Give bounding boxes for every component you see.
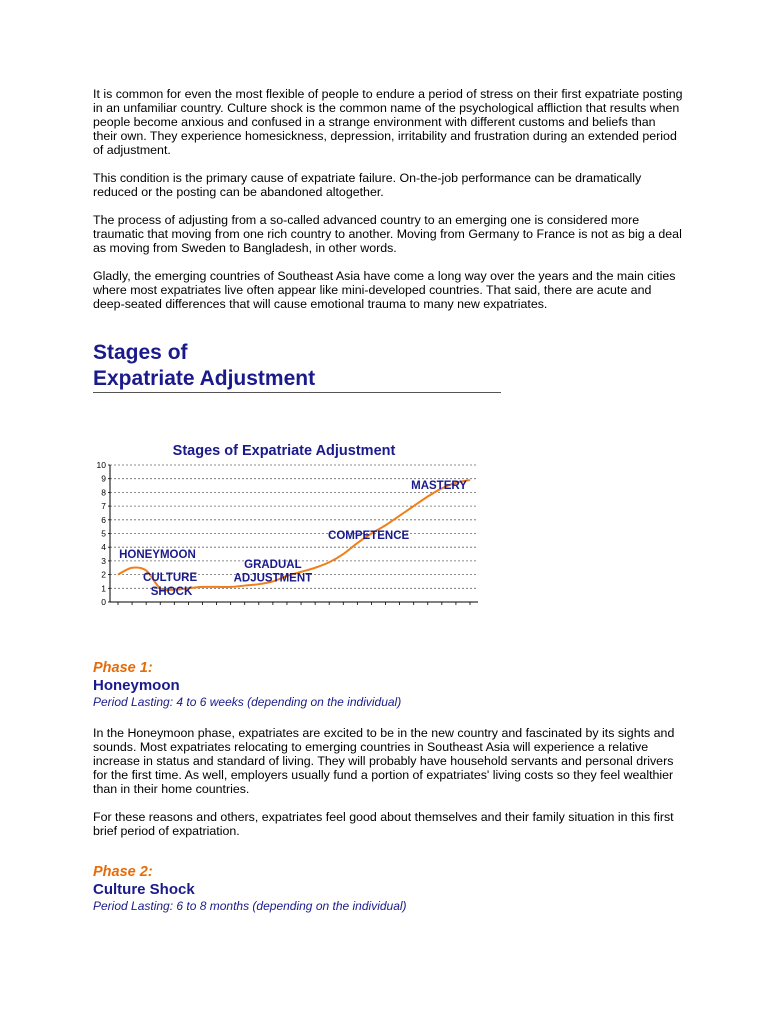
section-heading-line-1: Stages of [93,341,188,364]
phase-2-period: Period Lasting: 6 to 8 months (depending on the individual) [93,899,407,913]
chart-y-ticks [97,460,110,607]
y-tick-label: 0 [101,597,106,607]
stage-label: GRADUAL [244,558,302,571]
intro-paragraph-4: Gladly, the emerging countries of Southeast Asia have come a long way over the years and the main cities where most expatriates live often appear like mini-developed countries. That said, there are acute and deep-seated differences that will cause emotional trauma to many new expatriates. [93,269,676,311]
phase-1-section [93,660,683,852]
phase-1-period: Period Lasting: 4 to 6 weeks (depending on the individual) [93,695,402,709]
phase-1-paragraph-2: For these reasons and others, expatriates feel good about themselves and their family situation in this first brief period of expatriation. [93,810,674,838]
y-tick-label: 9 [101,473,106,484]
y-tick-label: 5 [101,528,106,539]
adjustment-chart [88,436,488,611]
intro-paragraph-3: The process of adjusting from a so-called advanced country to an emerging one is considered more traumatic that moving from one rich country to another. Moving from Germany to France is not as big a deal as moving from Sweden to Bangladesh, in other words. [93,213,682,255]
stage-label: HONEYMOON [119,549,196,562]
y-tick-label: 2 [101,569,106,580]
chart-annotations [119,480,467,598]
phase-1-number: Phase 1: [93,660,153,676]
stage-label: SHOCK [150,586,193,599]
chart-title: Stages of Expatriate Adjustment [172,443,396,459]
section-heading [93,340,501,393]
section-heading-line-2: Expatriate Adjustment [93,367,316,390]
phase-2-section [93,864,683,913]
phase-1-paragraph-1: In the Honeymoon phase, expatriates are excited to be in the new country and fascinated by its sights and sounds. Most expatriates relocating to emerging countries in Southeast Asia will experience a relative increase in status and standard of living. They will probably have household servants and personal drivers for the first time. As well, employers usually fund a portion of expatriates' living costs so they feel wealthier than in their home countries. [93,726,675,796]
y-tick-label: 6 [101,514,106,525]
y-tick-label: 1 [101,583,106,594]
y-tick-label: 3 [101,555,106,566]
y-tick-label: 7 [101,501,106,512]
stage-label: COMPETENCE [328,529,410,542]
phase-2-name: Culture Shock [93,881,195,898]
y-tick-label: 4 [101,542,106,553]
y-tick-label: 8 [101,487,106,498]
stage-label: ADJUSTMENT [233,572,313,585]
stage-label: MASTERY [411,479,467,492]
intro-text [93,87,683,325]
stage-label: CULTURE [143,571,198,584]
y-tick-label: 10 [96,460,106,470]
intro-paragraph-2: This condition is the primary cause of expatriate failure. On-the-job performance can be dramatically reduced or the posting can be abandoned altogether. [93,171,642,199]
intro-paragraph-1: It is common for even the most flexible of people to endure a period of stress on their first expatriate posting in an unfamiliar country. Culture shock is the common name of the psychological affliction that results when people become anxious and confused in a strange environment with different customs and beliefs than their own. They experience homesickness, depression, irritability and frustration during an extended period of adjustment. [93,87,683,157]
phase-1-name: Honeymoon [93,677,180,694]
phase-2-number: Phase 2: [93,864,153,880]
